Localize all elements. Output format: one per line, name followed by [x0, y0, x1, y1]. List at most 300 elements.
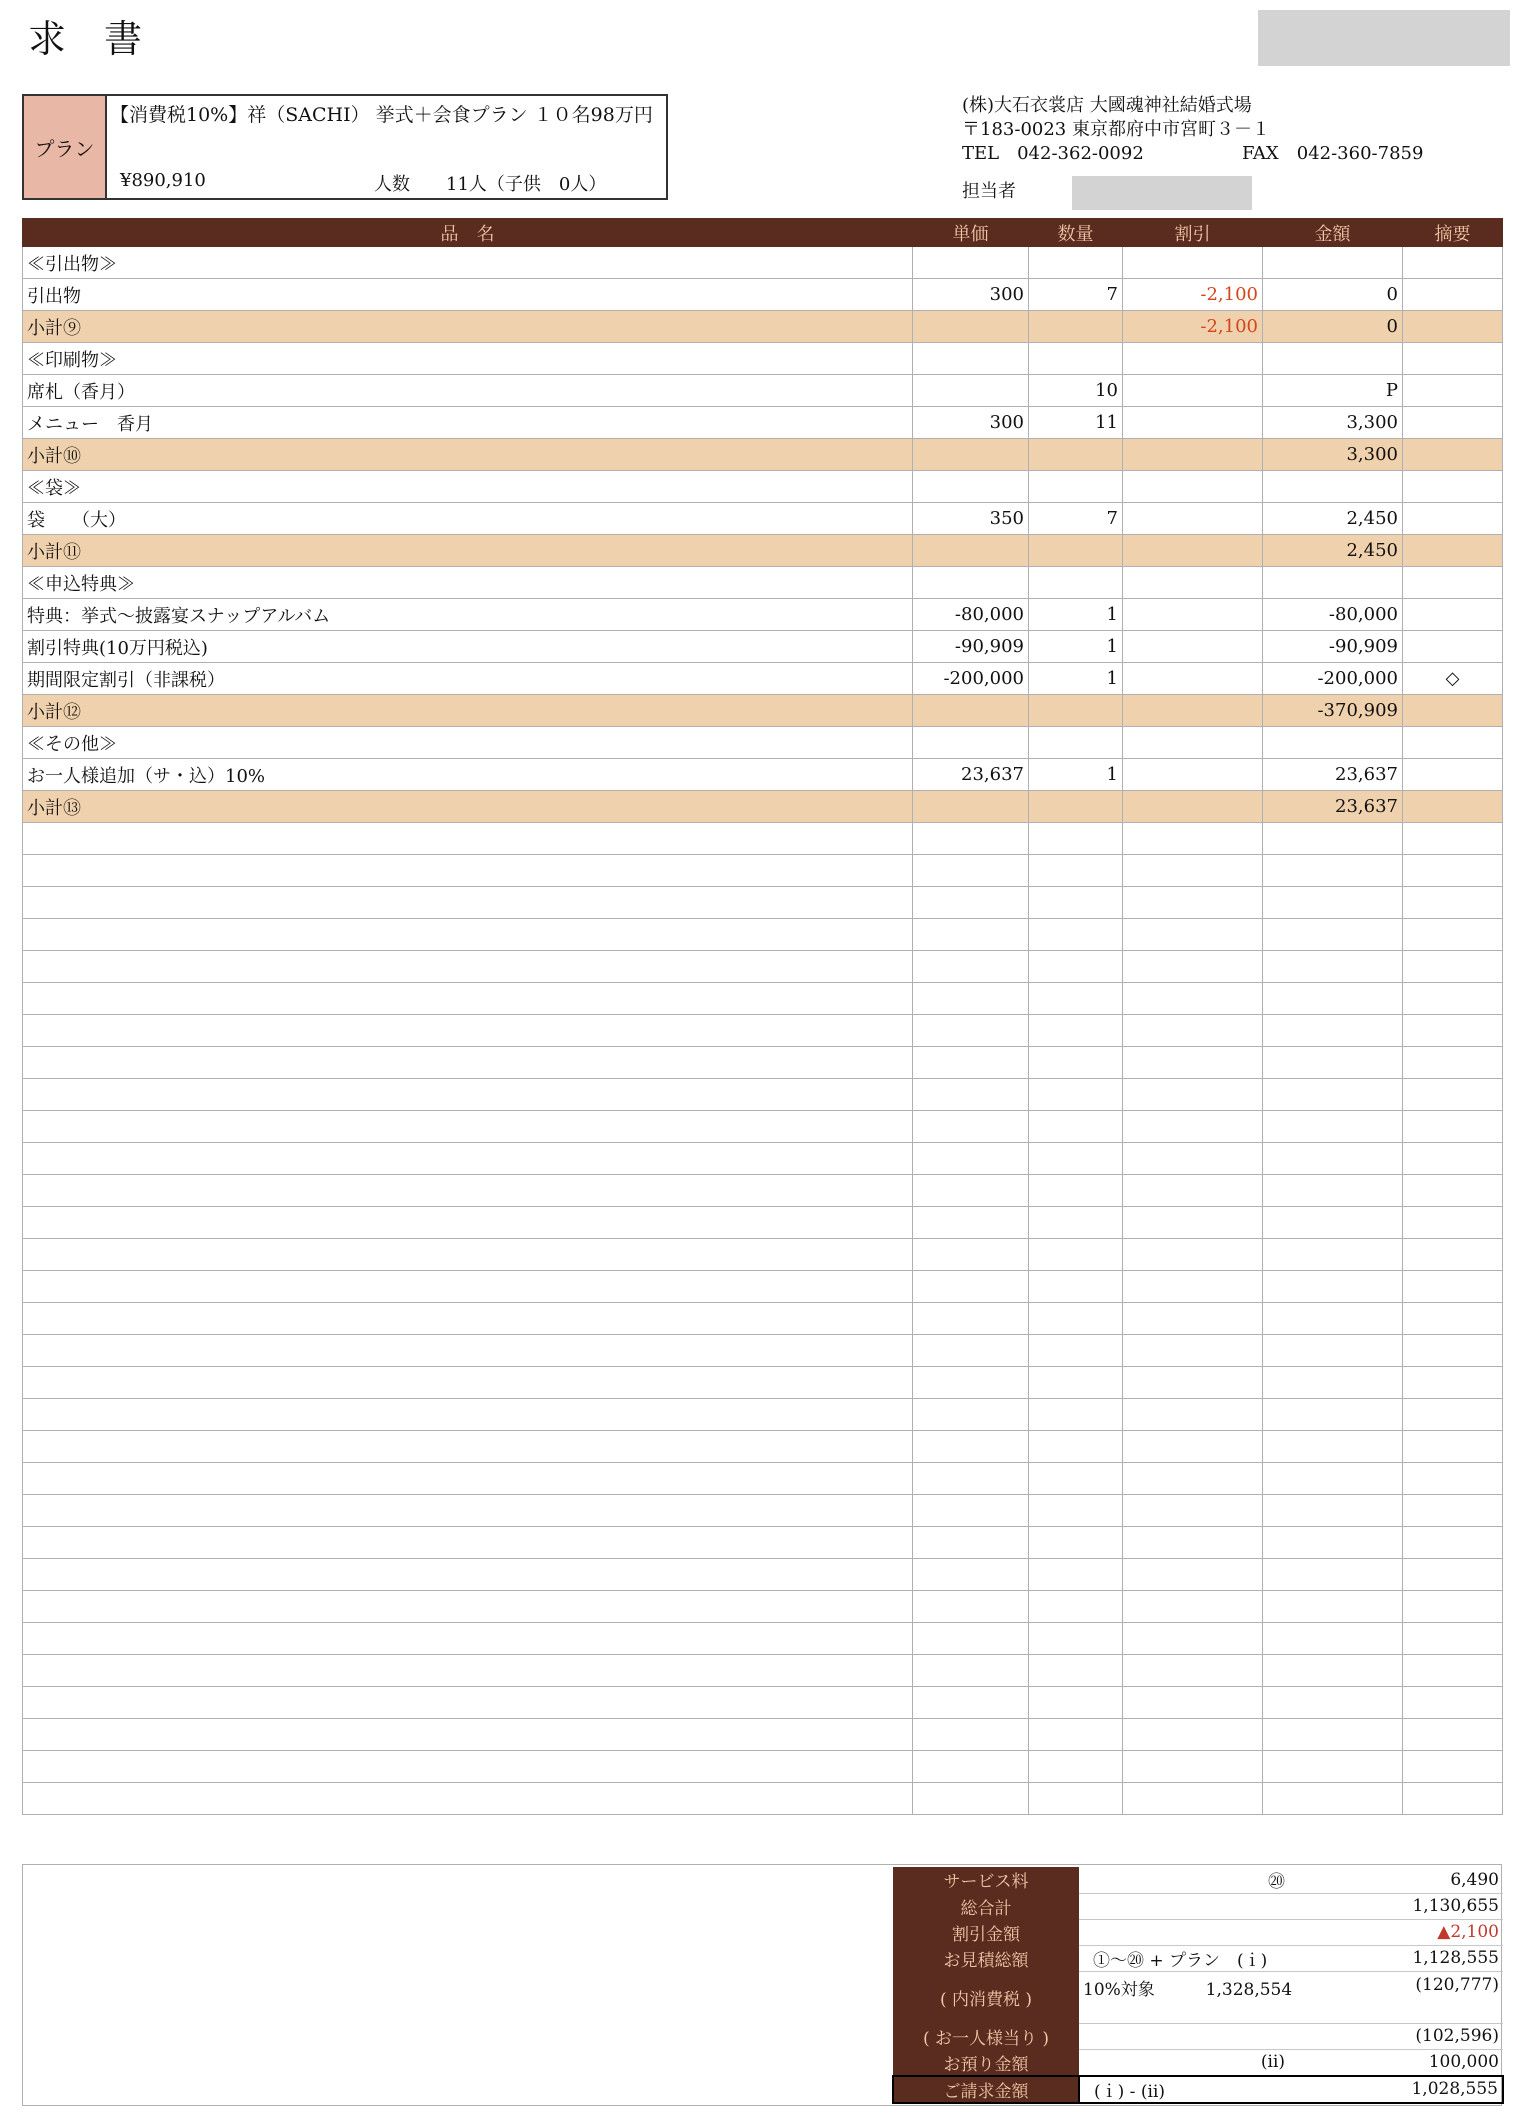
cell-name: ≪その他≫	[23, 727, 913, 759]
blank-cell	[1029, 855, 1123, 887]
blank-cell	[1123, 887, 1263, 919]
blank-cell	[913, 1495, 1029, 1527]
blank-cell	[1403, 1559, 1503, 1591]
service-label: サービス料	[893, 1867, 1079, 1893]
cell-note	[1403, 407, 1503, 439]
table-row	[23, 599, 1503, 631]
table-row	[23, 759, 1503, 791]
blank-cell	[1263, 1495, 1403, 1527]
table-body	[23, 247, 1503, 1815]
blank-cell	[913, 1047, 1029, 1079]
cell-amount: -200,000	[1263, 663, 1403, 695]
blank-cell	[1263, 1207, 1403, 1239]
cell-price	[913, 439, 1029, 471]
cell-amount: 23,637	[1263, 759, 1403, 791]
blank-cell	[1123, 1495, 1263, 1527]
cell-discount	[1123, 407, 1263, 439]
blank-cell	[913, 1367, 1029, 1399]
subtotal-row	[23, 695, 1503, 727]
cell-note	[1403, 535, 1503, 567]
table-header-row	[23, 219, 1503, 247]
summary-row-discount	[893, 1919, 1503, 1945]
blank-cell	[1263, 1271, 1403, 1303]
blank-cell	[23, 1431, 913, 1463]
blank-cell	[1029, 919, 1123, 951]
blank-cell	[1123, 1079, 1263, 1111]
blank-cell	[1123, 983, 1263, 1015]
blank-row	[23, 1783, 1503, 1815]
cell-name: メニュー 香月	[23, 407, 913, 439]
cell-price	[913, 343, 1029, 375]
cell-qty: 11	[1029, 407, 1123, 439]
blank-cell	[1263, 1591, 1403, 1623]
blank-cell	[1029, 1591, 1123, 1623]
blank-cell	[1029, 1271, 1123, 1303]
summary-row-estimate	[893, 1945, 1503, 1971]
bill-value: 1,028,555	[1289, 2076, 1503, 2103]
blank-cell	[23, 919, 913, 951]
section-row	[23, 567, 1503, 599]
blank-cell	[23, 1591, 913, 1623]
plan-label: プラン	[24, 96, 107, 198]
summary-row-total	[893, 1893, 1503, 1919]
cell-price: -90,909	[913, 631, 1029, 663]
blank-cell	[1403, 1687, 1503, 1719]
blank-row	[23, 1303, 1503, 1335]
blank-cell	[1403, 1655, 1503, 1687]
blank-cell	[1403, 1175, 1503, 1207]
deposit-mark: (ⅱ)	[1079, 2049, 1289, 2076]
cell-qty	[1029, 791, 1123, 823]
cell-amount: P	[1263, 375, 1403, 407]
cell-note	[1403, 343, 1503, 375]
cell-qty	[1029, 471, 1123, 503]
discount-value: ▲2,100	[1289, 1919, 1503, 1945]
cell-name: ≪引出物≫	[23, 247, 913, 279]
cell-amount	[1263, 247, 1403, 279]
tax-detail	[1079, 1971, 1293, 2023]
blank-cell	[1029, 983, 1123, 1015]
cell-discount	[1123, 759, 1263, 791]
subtotal-row	[23, 791, 1503, 823]
summary-table	[892, 1867, 1504, 2104]
total-value: 1,130,655	[1289, 1893, 1503, 1919]
item-table	[22, 218, 1503, 1815]
blank-cell	[23, 1783, 913, 1815]
blank-cell	[23, 1623, 913, 1655]
cell-price: -200,000	[913, 663, 1029, 695]
tax-value: (120,777)	[1289, 1971, 1503, 2023]
cell-price: 300	[913, 407, 1029, 439]
cell-price	[913, 311, 1029, 343]
blank-row	[23, 1687, 1503, 1719]
blank-cell	[913, 823, 1029, 855]
header-discount: 割引	[1123, 219, 1263, 247]
cell-amount: 2,450	[1263, 503, 1403, 535]
blank-cell	[1029, 823, 1123, 855]
cell-discount	[1123, 727, 1263, 759]
table-row	[23, 663, 1503, 695]
blank-cell	[1403, 919, 1503, 951]
blank-cell	[1263, 1335, 1403, 1367]
blank-cell	[1263, 1623, 1403, 1655]
blank-cell	[1403, 1207, 1503, 1239]
cell-discount	[1123, 695, 1263, 727]
blank-row	[23, 1271, 1503, 1303]
blank-cell	[1029, 1303, 1123, 1335]
plan-box	[22, 94, 668, 200]
cell-note	[1403, 439, 1503, 471]
blank-row	[23, 1335, 1503, 1367]
summary-row-per-person	[893, 2023, 1503, 2049]
cell-price	[913, 727, 1029, 759]
cell-discount	[1123, 471, 1263, 503]
cell-note	[1403, 759, 1503, 791]
blank-row	[23, 1463, 1503, 1495]
tax-target: 10%対象	[1083, 1979, 1155, 2000]
cell-discount	[1123, 247, 1263, 279]
blank-cell	[1263, 1047, 1403, 1079]
blank-cell	[1123, 1687, 1263, 1719]
blank-cell	[1403, 823, 1503, 855]
blank-cell	[1263, 1751, 1403, 1783]
cell-name: 小計⑪	[23, 535, 913, 567]
cell-name: お一人様追加（サ・込）10%	[23, 759, 913, 791]
blank-cell	[1029, 1559, 1123, 1591]
summary-row-bill	[893, 2076, 1503, 2103]
estimate-value: 1,128,555	[1289, 1945, 1503, 1971]
blank-row	[23, 1591, 1503, 1623]
tax-base: 1,328,554	[1205, 1979, 1293, 2000]
cell-note	[1403, 727, 1503, 759]
cell-amount: -80,000	[1263, 599, 1403, 631]
cell-amount	[1263, 343, 1403, 375]
cell-discount	[1123, 535, 1263, 567]
blank-cell	[1403, 1591, 1503, 1623]
cell-amount	[1263, 727, 1403, 759]
blank-cell	[913, 1527, 1029, 1559]
blank-cell	[1263, 1303, 1403, 1335]
cell-name: 小計⑩	[23, 439, 913, 471]
summary-row-service	[893, 1867, 1503, 1893]
cell-amount: -90,909	[1263, 631, 1403, 663]
blank-cell	[1263, 1559, 1403, 1591]
cell-amount: 3,300	[1263, 439, 1403, 471]
cell-name: ≪申込特典≫	[23, 567, 913, 599]
blank-cell	[1263, 1367, 1403, 1399]
blank-row	[23, 1399, 1503, 1431]
blank-row	[23, 1143, 1503, 1175]
blank-row	[23, 1175, 1503, 1207]
blank-cell	[1403, 855, 1503, 887]
cell-qty: 1	[1029, 663, 1123, 695]
blank-cell	[1029, 1175, 1123, 1207]
cell-price	[913, 695, 1029, 727]
blank-cell	[23, 1015, 913, 1047]
blank-cell	[1403, 1367, 1503, 1399]
blank-cell	[1263, 1175, 1403, 1207]
blank-cell	[1403, 1303, 1503, 1335]
blank-cell	[1263, 1015, 1403, 1047]
cell-name: 席札（香月）	[23, 375, 913, 407]
blank-cell	[23, 1271, 913, 1303]
blank-cell	[1263, 1431, 1403, 1463]
cell-name: 小計⑨	[23, 311, 913, 343]
blank-cell	[913, 983, 1029, 1015]
header-item-name: 品 名	[23, 219, 913, 247]
blank-cell	[1123, 1751, 1263, 1783]
blank-cell	[1029, 1111, 1123, 1143]
blank-cell	[23, 1175, 913, 1207]
summary-row-deposit	[893, 2049, 1503, 2076]
cell-discount	[1123, 791, 1263, 823]
tax-label: ( 内消費税 )	[893, 1971, 1079, 2023]
blank-cell	[23, 951, 913, 983]
blank-cell	[1029, 1143, 1123, 1175]
blank-cell	[23, 1495, 913, 1527]
blank-cell	[1123, 1783, 1263, 1815]
blank-cell	[1123, 951, 1263, 983]
cell-discount	[1123, 599, 1263, 631]
blank-cell	[23, 1751, 913, 1783]
blank-cell	[913, 1655, 1029, 1687]
blank-cell	[23, 1367, 913, 1399]
cell-name: 小計⑫	[23, 695, 913, 727]
cell-note: ◇	[1403, 663, 1503, 695]
blank-cell	[913, 1239, 1029, 1271]
blank-cell	[1403, 1111, 1503, 1143]
cell-note	[1403, 375, 1503, 407]
cell-qty	[1029, 439, 1123, 471]
service-value: 6,490	[1289, 1867, 1503, 1893]
blank-cell	[1403, 1719, 1503, 1751]
plan-price: ¥890,910	[120, 170, 206, 191]
blank-cell	[1403, 1335, 1503, 1367]
blank-row	[23, 983, 1503, 1015]
blank-row	[23, 1559, 1503, 1591]
blank-cell	[1123, 1431, 1263, 1463]
blank-cell	[23, 1111, 913, 1143]
blank-cell	[913, 1463, 1029, 1495]
cell-amount	[1263, 567, 1403, 599]
blank-cell	[1029, 1463, 1123, 1495]
blank-row	[23, 1527, 1503, 1559]
blank-cell	[23, 1143, 913, 1175]
cell-qty	[1029, 695, 1123, 727]
cell-qty: 1	[1029, 599, 1123, 631]
cell-discount: -2,100	[1123, 279, 1263, 311]
blank-cell	[1403, 1079, 1503, 1111]
blank-cell	[1029, 1527, 1123, 1559]
blank-cell	[1403, 1495, 1503, 1527]
cell-discount	[1123, 503, 1263, 535]
blank-cell	[23, 1719, 913, 1751]
blank-cell	[913, 1271, 1029, 1303]
cell-qty	[1029, 535, 1123, 567]
table-row	[23, 279, 1503, 311]
cell-price	[913, 471, 1029, 503]
blank-row	[23, 823, 1503, 855]
header-amount: 金額	[1263, 219, 1403, 247]
header-quantity: 数量	[1029, 219, 1123, 247]
staff-redacted	[1072, 176, 1252, 210]
cell-note	[1403, 599, 1503, 631]
blank-cell	[1403, 1271, 1503, 1303]
cell-name: 引出物	[23, 279, 913, 311]
blank-row	[23, 1623, 1503, 1655]
blank-cell	[913, 855, 1029, 887]
section-row	[23, 471, 1503, 503]
blank-cell	[913, 1783, 1029, 1815]
cell-name: 割引特典(10万円税込)	[23, 631, 913, 663]
blank-cell	[23, 1047, 913, 1079]
blank-cell	[1263, 1719, 1403, 1751]
blank-cell	[23, 855, 913, 887]
blank-cell	[23, 1527, 913, 1559]
cell-note	[1403, 503, 1503, 535]
cell-price	[913, 247, 1029, 279]
blank-cell	[1029, 1079, 1123, 1111]
blank-cell	[1403, 983, 1503, 1015]
cell-discount	[1123, 567, 1263, 599]
blank-row	[23, 1367, 1503, 1399]
blank-cell	[913, 1143, 1029, 1175]
blank-cell	[1263, 1143, 1403, 1175]
blank-row	[23, 1111, 1503, 1143]
blank-cell	[1263, 1687, 1403, 1719]
blank-cell	[913, 1431, 1029, 1463]
blank-cell	[1123, 1111, 1263, 1143]
cell-note	[1403, 471, 1503, 503]
blank-cell	[913, 1335, 1029, 1367]
blank-cell	[913, 887, 1029, 919]
blank-row	[23, 951, 1503, 983]
cell-note	[1403, 567, 1503, 599]
cell-note	[1403, 311, 1503, 343]
blank-cell	[1403, 1431, 1503, 1463]
blank-cell	[1263, 855, 1403, 887]
blank-cell	[1029, 1751, 1123, 1783]
cell-note	[1403, 791, 1503, 823]
blank-cell	[1123, 1335, 1263, 1367]
blank-cell	[1403, 1527, 1503, 1559]
blank-cell	[913, 1207, 1029, 1239]
cell-name: 小計⑬	[23, 791, 913, 823]
cell-name: 特典：挙式～披露宴スナップアルバム	[23, 599, 913, 631]
blank-row	[23, 1015, 1503, 1047]
blank-cell	[23, 1463, 913, 1495]
total-label: 総合計	[893, 1893, 1079, 1919]
section-row	[23, 727, 1503, 759]
blank-cell	[1123, 1143, 1263, 1175]
blank-cell	[1029, 887, 1123, 919]
blank-cell	[913, 1175, 1029, 1207]
blank-cell	[1123, 1367, 1263, 1399]
blank-cell	[1403, 1623, 1503, 1655]
blank-cell	[1263, 983, 1403, 1015]
blank-row	[23, 1431, 1503, 1463]
blank-cell	[1123, 1719, 1263, 1751]
cell-qty	[1029, 311, 1123, 343]
blank-cell	[1123, 855, 1263, 887]
blank-cell	[913, 1015, 1029, 1047]
blank-cell	[1029, 1239, 1123, 1271]
estimate-label: お見積総額	[893, 1945, 1079, 1971]
blank-cell	[1123, 1271, 1263, 1303]
blank-cell	[1029, 1047, 1123, 1079]
cell-qty: 1	[1029, 631, 1123, 663]
cell-discount	[1123, 663, 1263, 695]
blank-cell	[23, 1687, 913, 1719]
blank-cell	[1403, 1239, 1503, 1271]
cell-qty: 10	[1029, 375, 1123, 407]
cell-amount: -370,909	[1263, 695, 1403, 727]
cell-qty	[1029, 567, 1123, 599]
company-name: (株)大石衣裳店 大國魂神社結婚式場	[962, 95, 1252, 116]
blank-row	[23, 1495, 1503, 1527]
blank-cell	[913, 1751, 1029, 1783]
cell-qty	[1029, 247, 1123, 279]
cell-name: ≪印刷物≫	[23, 343, 913, 375]
blank-cell	[913, 1303, 1029, 1335]
service-mark: ⑳	[1079, 1867, 1289, 1893]
blank-cell	[1263, 1463, 1403, 1495]
blank-cell	[1029, 1687, 1123, 1719]
header-unit-price: 単価	[913, 219, 1029, 247]
blank-cell	[1123, 919, 1263, 951]
cell-name: 袋 （大）	[23, 503, 913, 535]
cell-price: -80,000	[913, 599, 1029, 631]
bill-label: ご請求金額	[893, 2076, 1079, 2103]
estimate-formula: ①～⑳ + プラン (ｉ)	[1079, 1945, 1289, 1971]
deposit-label: お預り金額	[893, 2049, 1079, 2076]
cell-price	[913, 535, 1029, 567]
plan-people: 人数 11人（子供 0人）	[374, 174, 607, 195]
cell-amount: 23,637	[1263, 791, 1403, 823]
discount-label: 割引金額	[893, 1919, 1079, 1945]
cell-price: 350	[913, 503, 1029, 535]
cell-amount: 0	[1263, 311, 1403, 343]
blank-cell	[23, 1335, 913, 1367]
cell-note	[1403, 279, 1503, 311]
subtotal-row	[23, 439, 1503, 471]
blank-row	[23, 1751, 1503, 1783]
cell-amount: 0	[1263, 279, 1403, 311]
blank-cell	[1403, 951, 1503, 983]
blank-cell	[1123, 1655, 1263, 1687]
blank-cell	[23, 1399, 913, 1431]
blank-row	[23, 1079, 1503, 1111]
cell-price	[913, 791, 1029, 823]
blank-cell	[1123, 1463, 1263, 1495]
table-row	[23, 375, 1503, 407]
blank-cell	[1029, 1367, 1123, 1399]
cell-qty	[1029, 727, 1123, 759]
section-row	[23, 247, 1503, 279]
blank-cell	[1123, 1047, 1263, 1079]
cell-discount	[1123, 631, 1263, 663]
blank-cell	[1029, 1623, 1123, 1655]
blank-cell	[1123, 1207, 1263, 1239]
cell-note	[1403, 695, 1503, 727]
per-person-value: (102,596)	[1289, 2023, 1503, 2049]
blank-row	[23, 1047, 1503, 1079]
blank-cell	[913, 1559, 1029, 1591]
staff-label: 担当者	[962, 181, 1016, 202]
blank-cell	[23, 1239, 913, 1271]
blank-cell	[1123, 1623, 1263, 1655]
cell-price: 23,637	[913, 759, 1029, 791]
